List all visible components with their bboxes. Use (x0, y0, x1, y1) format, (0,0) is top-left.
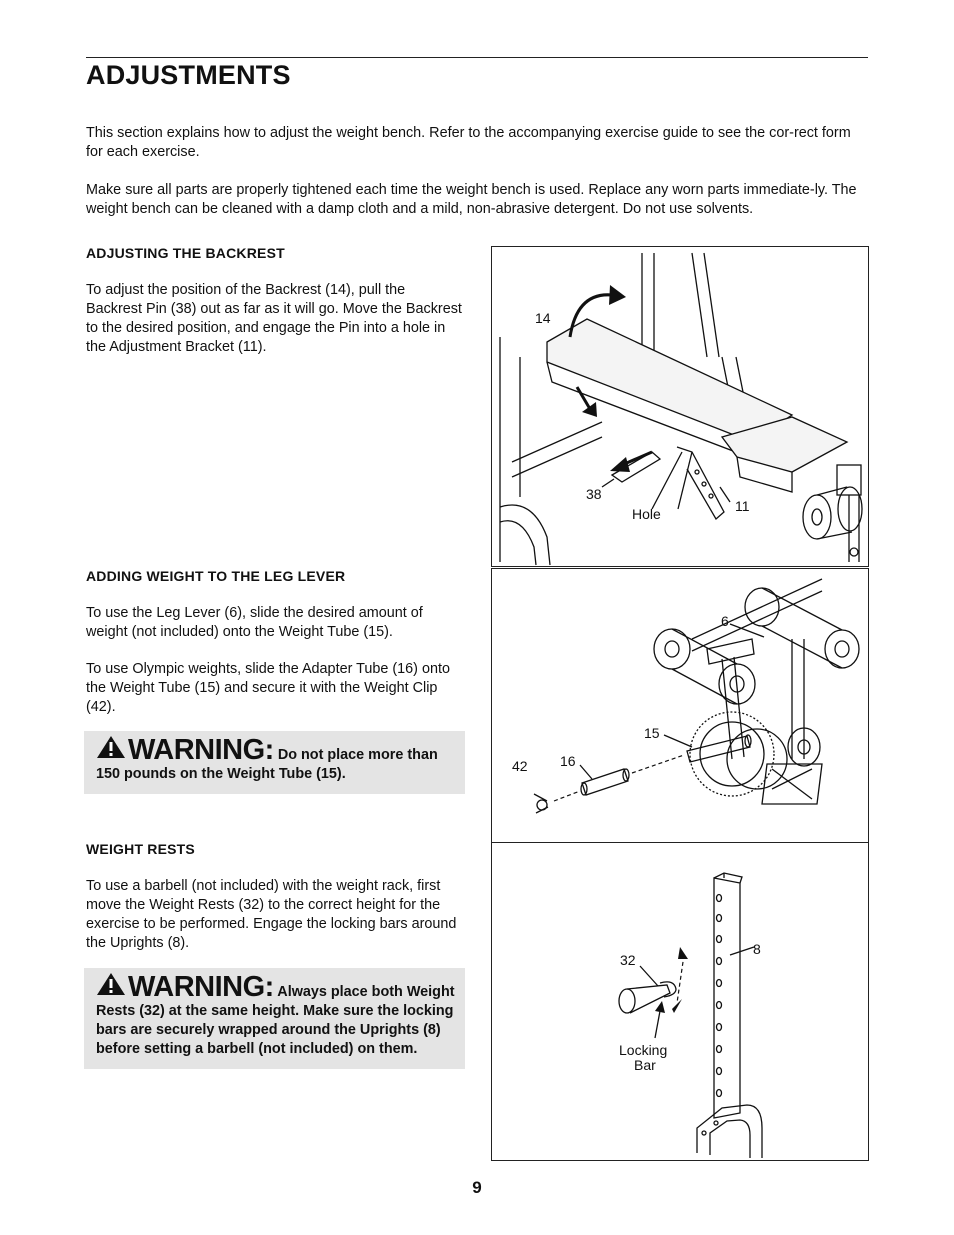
label-rest: 32 (620, 952, 636, 968)
warning-text: Always place both Weight Rests (32) at the same height. Make sure the locking bars are securely wrapped around the Uprights (8) before setting a barbell (not included) on them. (96, 984, 455, 1057)
backrest-text: To adjust the position of the Backrest (14), pull the Backrest Pin (38) out as far as it will go. Move the Backrest to the desired position, and engage the Pin into a hole in the Adjustment Bracket (11). (86, 282, 462, 355)
leg-lever-text-1: To use the Leg Lever (6), slide the desired amount of weight (not included) onto the Weight Tube (15). (86, 605, 423, 640)
weight-rests-illustration (492, 843, 868, 1160)
warning-triangle-icon (96, 735, 126, 759)
leg-lever-figure (491, 568, 869, 843)
weight-rests-text: To use a barbell (not included) with the weight rack, first move the Weight Rests (32) to the correct height for the exercise to be performed. Engage the locking bars around the Uprights (8). (86, 878, 457, 951)
label-bar: Bar (634, 1057, 656, 1073)
label-locking: Locking (619, 1042, 668, 1058)
label-backrest: 14 (535, 310, 551, 326)
label-hole: Hole (632, 506, 661, 522)
page-title: ADJUSTMENTS (86, 60, 291, 90)
page-number: 9 (472, 1178, 482, 1197)
intro-paragraph-2: Make sure all parts are properly tightened each time the weight bench is used. Replace any worn parts immediate-ly. The weight bench can be cleaned with a damp cloth and a mild, non-abrasive detergent. Do not use solvents. (86, 182, 857, 217)
backrest-figure (491, 246, 869, 567)
label-bracket: 11 (735, 498, 750, 514)
label-clip: 42 (512, 758, 528, 774)
label-adapter: 16 (560, 753, 576, 769)
weight-rests-figure (491, 842, 869, 1161)
warning-label: WARNING: (128, 734, 274, 766)
label-upright: 8 (753, 941, 761, 957)
label-tube: 15 (644, 725, 660, 741)
weight-rests-warning (84, 968, 465, 1069)
leg-lever-illustration (492, 569, 868, 842)
intro-paragraph-1: This section explains how to adjust the weight bench. Refer to the accompanying exercise guide to see the cor-rect form for each exercise. (86, 125, 851, 160)
backrest-heading: ADJUSTING THE BACKREST (86, 245, 285, 261)
top-rule (86, 57, 868, 58)
leg-lever-text-2: To use Olympic weights, slide the Adapter Tube (16) onto the Weight Tube (15) and secure it with the Weight Clip (42). (86, 661, 450, 715)
warning-label: WARNING: (128, 971, 274, 1003)
leg-lever-warning (84, 731, 465, 794)
backrest-illustration (492, 247, 868, 566)
warning-text: Do not place more than 150 pounds on the Weight Tube (15). (96, 747, 438, 782)
weight-rests-heading: WEIGHT RESTS (86, 841, 195, 857)
leg-lever-heading: ADDING WEIGHT TO THE LEG LEVER (86, 568, 346, 584)
warning-triangle-icon (96, 972, 126, 996)
label-lever: 6 (721, 613, 729, 629)
label-pin: 38 (586, 486, 602, 502)
